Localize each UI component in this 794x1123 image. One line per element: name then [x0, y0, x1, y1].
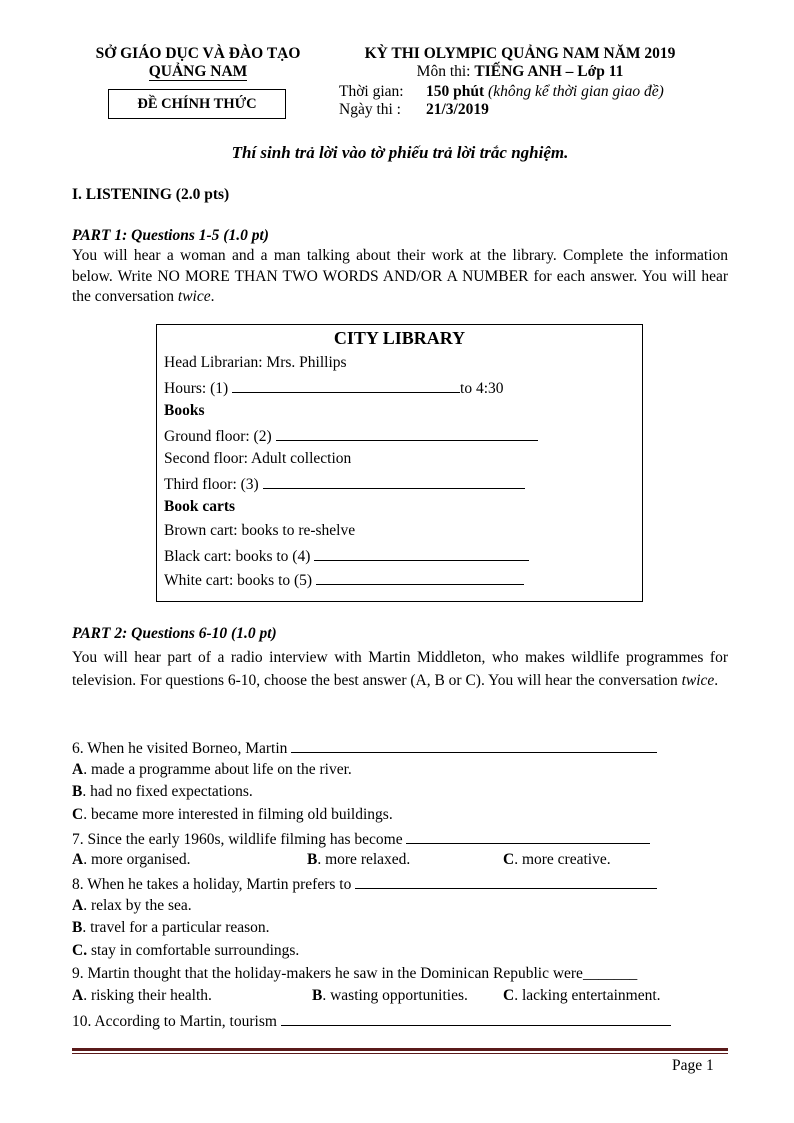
library-hours: [164, 378, 504, 398]
question-8-option-b: [72, 919, 270, 937]
answer-blank-5: [316, 570, 524, 585]
province-name: [88, 63, 308, 81]
question-9-option-b: [312, 987, 468, 1005]
question-8-blank: [355, 874, 657, 889]
question-8-text: 8. When he takes a holiday, Martin prefers to: [72, 876, 356, 893]
option-letter: B: [307, 851, 318, 868]
part1-instructions: [72, 246, 728, 308]
exam-date-value: 21/3/2019: [426, 101, 489, 118]
subject-prefix: Môn thi:: [416, 63, 475, 80]
part2-text: You will hear part of a radio interview with Martin Middleton, who makes wildlife programmes for television. For questions 6-10, choose the best answer (A, B or C). You will hear the conversation: [72, 649, 728, 689]
part2-heading: PART 2: Questions 6-10 (1.0 pt): [72, 625, 277, 642]
time-label: Thời gian:: [339, 83, 404, 100]
question-6-text: 6. When he visited Borneo, Martin: [72, 740, 292, 757]
option-text: . travel for a particular reason.: [82, 919, 270, 936]
answer-blank-3: [263, 474, 525, 489]
second-floor: Second floor: Adult collection: [164, 450, 352, 467]
question-6: [72, 738, 657, 758]
part1-heading: PART 1: Questions 1-5 (1.0 pt): [72, 227, 269, 244]
option-letter: A: [72, 987, 84, 1004]
time-note: (không kể thời gian giao đề): [488, 83, 664, 100]
option-letter: B: [72, 783, 83, 800]
head-librarian: Head Librarian: Mrs. Phillips: [164, 354, 347, 371]
question-7-option-a: [72, 851, 191, 869]
black-cart-label: Black cart: books to (4): [164, 548, 315, 565]
exam-title: KỲ THI OLYMPIC QUẢNG NAM NĂM 2019: [364, 45, 676, 62]
option-letter: B: [72, 919, 83, 936]
exam-date-label: Ngày thi :: [339, 101, 401, 118]
answer-blank-1: [232, 378, 460, 393]
question-6-option-c: [72, 806, 393, 824]
question-7-option-c: [503, 851, 611, 869]
hours-suffix: to 4:30: [460, 380, 504, 397]
province-name-text: QUẢNG NAM: [148, 63, 248, 80]
book-carts-heading: Book carts: [164, 498, 236, 515]
answer-blank-4: [314, 546, 529, 561]
question-8-option-c: [72, 942, 299, 960]
option-text: . became more interested in filming old buildings.: [83, 806, 393, 823]
exam-time-value: [426, 83, 664, 101]
option-text: . made a programme about life on the river.: [83, 761, 352, 778]
library-title: CITY LIBRARY: [333, 328, 466, 348]
department-name: SỞ GIÁO DỤC VÀ ĐÀO TẠO: [95, 45, 301, 62]
option-text: . more relaxed.: [317, 851, 411, 868]
answer-sheet-instruction: Thí sinh trả lời vào tờ phiếu trả lời trắc nghiệm.: [231, 143, 569, 162]
question-9-option-a: [72, 987, 212, 1005]
part1-text-italic: twice: [177, 288, 211, 305]
option-letter: C: [503, 851, 515, 868]
question-9-option-c: [503, 987, 661, 1005]
option-text: . risking their health.: [83, 987, 212, 1004]
subject-value: TIẾNG ANH – Lớp 11: [474, 63, 624, 80]
option-letter: B: [312, 987, 323, 1004]
option-text: . more creative.: [514, 851, 611, 868]
option-letter: C: [72, 806, 84, 823]
option-text: stay in comfortable surroundings.: [87, 942, 300, 959]
hours-prefix: Hours: (1): [164, 380, 233, 397]
option-letter: C: [503, 987, 515, 1004]
part1-text: You will hear a woman and a man talking about their work at the library. Complete the information below. Write NO MORE THAN TWO WORDS AND/OR A NUMBER for each answer. You will hear the conversation: [72, 247, 728, 305]
option-text: . had no fixed expectations.: [82, 783, 253, 800]
option-letter: A: [72, 761, 84, 778]
brown-cart: Brown cart: books to re-shelve: [164, 522, 356, 539]
ground-floor-label: Ground floor: (2): [164, 428, 276, 445]
question-10-text: 10. According to Martin, tourism: [72, 1013, 281, 1030]
section-listening-title: I. LISTENING (2.0 pts): [72, 186, 230, 203]
option-text: . wasting opportunities.: [322, 987, 468, 1004]
city-library-box: [156, 324, 643, 602]
footer-rule-thick: [72, 1048, 728, 1051]
answer-blank-2: [276, 426, 538, 441]
page-number: Page 1: [672, 1057, 714, 1074]
question-8: [72, 874, 657, 894]
exam-time: [339, 83, 404, 101]
question-6-blank: [291, 738, 657, 753]
part2-text-end: .: [714, 671, 719, 689]
third-floor-label: Third floor: (3): [164, 476, 263, 493]
question-10-blank: [281, 1011, 671, 1026]
part1-text-end: .: [210, 288, 215, 305]
third-floor: [164, 474, 525, 494]
option-text: . more organised.: [83, 851, 191, 868]
option-text: . relax by the sea.: [83, 897, 192, 914]
footer-rule-thin: [72, 1053, 728, 1054]
official-exam-label: ĐỀ CHÍNH THỨC: [108, 89, 286, 119]
ground-floor: [164, 426, 538, 446]
black-cart: [164, 546, 529, 566]
books-heading: Books: [164, 402, 205, 419]
question-6-option-b: [72, 783, 253, 801]
white-cart: [164, 570, 524, 590]
part2-text-italic: twice: [681, 671, 715, 689]
exam-subject: [340, 63, 700, 81]
time-value: 150 phút: [426, 83, 485, 100]
option-letter: A: [72, 851, 84, 868]
question-7-blank: [406, 829, 650, 844]
question-7: [72, 829, 650, 849]
question-8-option-a: [72, 897, 192, 915]
question-7-text: 7. Since the early 1960s, wildlife filming has become: [72, 831, 407, 848]
question-10: [72, 1011, 671, 1031]
question-7-option-b: [307, 851, 410, 869]
option-letter: C.: [72, 942, 88, 959]
question-6-option-a: [72, 761, 352, 779]
option-letter: A: [72, 897, 84, 914]
question-9: 9. Martin thought that the holiday-makers he saw in the Dominican Republic were_______: [72, 965, 638, 982]
part2-instructions: [72, 647, 728, 692]
option-text: . lacking entertainment.: [514, 987, 661, 1004]
white-cart-label: White cart: books to (5): [164, 572, 316, 589]
